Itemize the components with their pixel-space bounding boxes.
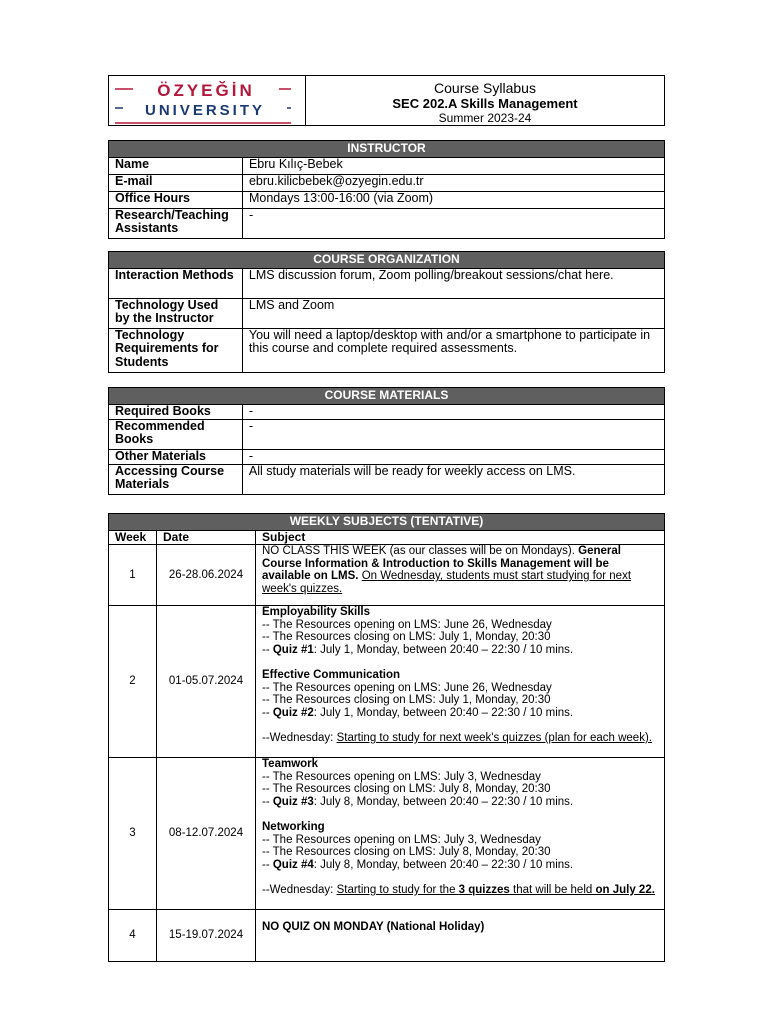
week-number: 1 [109,545,157,606]
table-row [109,606,665,758]
quiz-line [262,707,658,720]
row-value: - [242,419,664,449]
note-text-bold: on July 22. [595,883,655,896]
logo-text-university: UNIVERSITY [144,102,266,119]
table-row [109,758,665,910]
week-date: 08-12.07.2024 [157,758,256,910]
syllabus-header [108,75,665,126]
quiz-line [262,644,658,657]
subject-text-bold: General Course Information & Introduction to Skills Management will be available on LMS. [262,545,621,583]
week-number: 4 [109,910,157,962]
resource-line: -- The Resources closing on LMS: July 1, Monday, 20:30 [262,631,551,644]
quiz-line [262,796,658,809]
resource-line: -- The Resources opening on LMS: June 26, Wednesday [262,618,552,631]
row-value: LMS discussion forum, Zoom polling/breakout sessions/chat here. [242,268,664,298]
quiz-line [262,859,658,872]
topic-title: Effective Communication [262,668,401,681]
quiz-prefix: -- [262,795,273,808]
column-header-date: Date [157,530,256,545]
course-title: SEC 202.A Skills Management [392,96,578,111]
week-number: 3 [109,758,157,910]
row-value: You will need a laptop/desktop with and/or a smartphone to participate in this course and complete required assessments. [242,328,664,372]
row-value: Ebru Kılıç-Bebek [242,157,664,174]
row-label: Research/Teaching Assistants [109,208,243,238]
organization-heading: COURSE ORGANIZATION [109,252,665,269]
row-label: E-mail [109,174,243,191]
materials-heading: COURSE MATERIALS [109,388,665,405]
resource-line: -- The Resources opening on LMS: July 3, Wednesday [262,833,541,846]
note-text-bold: 3 quizzes [458,883,510,896]
row-label: Technology Requirements for Students [109,328,243,372]
wednesday-note [262,884,658,897]
quiz-name: Quiz #2 [272,706,314,719]
quiz-detail: : July 1, Monday, between 20:40 – 22:30 / 10 mins. [313,706,574,719]
quiz-name: Quiz #1 [272,643,314,656]
topic-title: Networking [262,820,325,833]
resource-line: -- The Resources closing on LMS: July 8, Monday, 20:30 [262,846,551,859]
column-header-subject: Subject [256,530,665,545]
resource-line: -- The Resources closing on LMS: July 1, Monday, 20:30 [262,694,551,707]
week-subject [256,606,665,758]
row-label: Accessing Course Materials [109,464,243,494]
row-value: - [242,449,664,464]
quiz-name: Quiz #3 [272,795,314,808]
document-title: Course Syllabus [434,80,536,96]
column-header-week: Week [109,530,157,545]
note-prefix: --Wednesday: [262,731,337,744]
row-label: Recommended Books [109,419,243,449]
table-row [109,910,665,962]
row-label: Technology Used by the Instructor [109,298,243,328]
row-value: LMS and Zoom [242,298,664,328]
weekly-heading: WEEKLY SUBJECTS (TENTATIVE) [109,514,665,531]
note-text: Starting to study for the [336,883,459,896]
materials-table [108,387,665,495]
quiz-prefix: -- [262,858,273,871]
topic-title: Employability Skills [262,606,371,618]
week-date: 01-05.07.2024 [157,606,256,758]
note-prefix: --Wednesday: [262,883,337,896]
quiz-detail: : July 8, Monday, between 20:40 – 22:30 / 10 mins. [313,858,574,871]
quiz-detail: : July 8, Monday, between 20:40 – 22:30 / 10 mins. [313,795,574,808]
instructor-table [108,140,665,239]
resource-line: -- The Resources opening on LMS: June 26, Wednesday [262,681,552,694]
row-value: All study materials will be ready for weekly access on LMS. [242,464,664,494]
course-term: Summer 2023-24 [438,111,532,125]
logo-text-ozyegin: ÖZYEĞİN [157,81,255,100]
quiz-detail: : July 1, Monday, between 20:40 – 22:30 / 10 mins. [313,643,574,656]
row-label: Required Books [109,404,243,419]
resource-line: -- The Resources closing on LMS: July 8, Monday, 20:30 [262,783,551,796]
week-subject [256,910,665,962]
subject-text-underlined: On Wednesday, students must start studying for next week's quizzes. [262,570,632,595]
subject-text: NO CLASS THIS WEEK (as our classes will be on Mondays). [262,545,579,557]
header-title-block [306,76,664,125]
quiz-prefix: -- [262,643,273,656]
week-subject [256,758,665,910]
week-number: 2 [109,606,157,758]
organization-table [108,251,665,373]
topic-title: NO QUIZ ON MONDAY (National Holiday) [262,921,485,933]
university-logo-graphic [109,76,305,125]
row-label: Interaction Methods [109,268,243,298]
topic-title: Teamwork [262,758,319,770]
table-row [109,545,665,606]
week-subject [256,545,665,606]
quiz-prefix: -- [262,706,273,719]
quiz-name: Quiz #4 [272,858,314,871]
note-text: Starting to study for next week's quizzes (plan for each week). [336,731,652,744]
resource-line: -- The Resources opening on LMS: July 3, Wednesday [262,770,541,783]
week-date: 26-28.06.2024 [157,545,256,606]
instructor-heading: INSTRUCTOR [109,141,665,158]
row-label: Other Materials [109,449,243,464]
weekly-subjects-table [108,513,665,962]
week-date: 15-19.07.2024 [157,910,256,962]
row-label: Office Hours [109,191,243,208]
row-label: Name [109,157,243,174]
row-value: ebru.kilicbebek@ozyegin.edu.tr [242,174,664,191]
note-text: that will be held [509,883,596,896]
row-value: - [242,208,664,238]
university-logo [109,76,306,125]
row-value: - [242,404,664,419]
wednesday-note [262,732,658,745]
row-value: Mondays 13:00-16:00 (via Zoom) [242,191,664,208]
